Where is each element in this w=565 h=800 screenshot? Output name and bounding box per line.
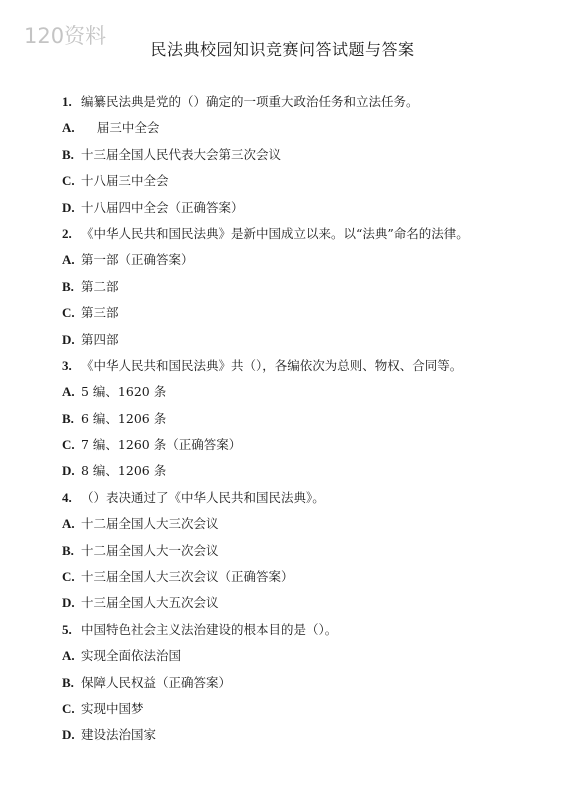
option-text: 5 编、1620 条 — [81, 384, 167, 400]
option-3a — [62, 381, 552, 407]
option-letter: D. — [62, 595, 75, 611]
option-2d — [62, 329, 552, 355]
question-text: 编纂民法典是党的（）确定的一项重大政治任务和立法任务。 — [81, 94, 419, 109]
option-2c — [62, 302, 552, 328]
question-number: 2. — [62, 225, 72, 241]
document-title: 民法典校园知识竞赛问答试题与答案 — [150, 40, 415, 59]
option-3b — [62, 408, 552, 434]
option-text: 建设法治国家 — [81, 727, 157, 743]
option-5d — [62, 724, 552, 750]
option-text: 十二届全国人大一次会议 — [81, 542, 219, 558]
option-5b — [62, 672, 552, 698]
option-text: 十三届全国人民代表大会第三次会议 — [81, 146, 282, 162]
option-text: 8 编、1206 条 — [81, 463, 167, 479]
question-text: （）表决通过了《中华人民共和国民法典》。 — [81, 489, 325, 505]
option-4a — [62, 513, 552, 539]
option-letter: A. — [62, 384, 75, 400]
option-text: 第四部 — [81, 331, 119, 347]
option-text: 6 编、1206 条 — [81, 410, 167, 426]
option-text: 十八届四中全会（正确答案） — [81, 199, 244, 215]
question-2 — [62, 223, 552, 249]
watermark: 120资料 — [24, 24, 107, 48]
option-letter: C. — [62, 173, 75, 189]
question-list — [62, 91, 552, 751]
option-text: 第一部（正确答案） — [81, 252, 194, 268]
option-text: 实现中国梦 — [81, 700, 144, 716]
option-letter: A. — [62, 648, 75, 664]
option-letter: C. — [62, 305, 75, 321]
question-4 — [62, 487, 552, 513]
option-4d — [62, 592, 552, 618]
option-1d — [62, 197, 552, 223]
option-letter: B. — [62, 278, 74, 294]
option-letter: D. — [62, 331, 75, 347]
option-5a — [62, 645, 552, 671]
option-letter: C. — [62, 569, 75, 585]
option-4b — [62, 540, 552, 566]
question-text: 《中华人民共和国民法典》是新中国成立以来。以“法典”命名的法律。 — [81, 225, 469, 241]
question-3 — [62, 355, 552, 381]
option-text: 十二届全国人大三次会议 — [81, 516, 219, 532]
option-text: 十八届三中全会 — [81, 173, 169, 189]
option-1b — [62, 144, 552, 170]
question-text: 中国特色社会主义法治建设的根本目的是（）。 — [81, 621, 338, 637]
option-text: 届三中全会 — [81, 120, 160, 136]
option-letter: B. — [62, 410, 74, 426]
question-number: 4. — [62, 489, 72, 505]
option-letter: A. — [62, 516, 75, 532]
option-letter: C. — [62, 700, 75, 716]
question-text: 《中华人民共和国民法典》共（），各编依次为总则、物权、合同等。 — [81, 357, 463, 373]
option-1a — [62, 117, 552, 143]
question-5 — [62, 619, 552, 645]
option-letter: D. — [62, 727, 75, 743]
option-letter: B. — [62, 146, 74, 162]
option-letter: D. — [62, 199, 75, 215]
option-5c — [62, 698, 552, 724]
option-1c — [62, 170, 552, 196]
option-text: 实现全面依法治国 — [81, 648, 182, 664]
question-number: 3. — [62, 357, 72, 373]
question-1 — [62, 91, 552, 117]
question-number: 5. — [62, 621, 72, 637]
option-text: 保障人民权益（正确答案） — [81, 674, 232, 690]
option-text: 十三届全国人大五次会议 — [81, 595, 219, 611]
option-text: 第二部 — [81, 278, 119, 294]
option-letter: B. — [62, 674, 74, 690]
option-3c — [62, 434, 552, 460]
option-letter: C. — [62, 437, 75, 453]
option-2a — [62, 249, 552, 275]
option-letter: A. — [62, 120, 75, 136]
option-2b — [62, 276, 552, 302]
option-text: 7 编、1260 条（正确答案） — [81, 437, 242, 453]
option-4c — [62, 566, 552, 592]
option-letter: A. — [62, 252, 75, 268]
option-text: 第三部 — [81, 305, 119, 321]
option-text: 十三届全国人大三次会议（正确答案） — [81, 569, 294, 585]
question-number: 1. — [62, 94, 72, 109]
option-3d — [62, 460, 552, 486]
option-letter: B. — [62, 542, 74, 558]
option-letter: D. — [62, 463, 75, 479]
